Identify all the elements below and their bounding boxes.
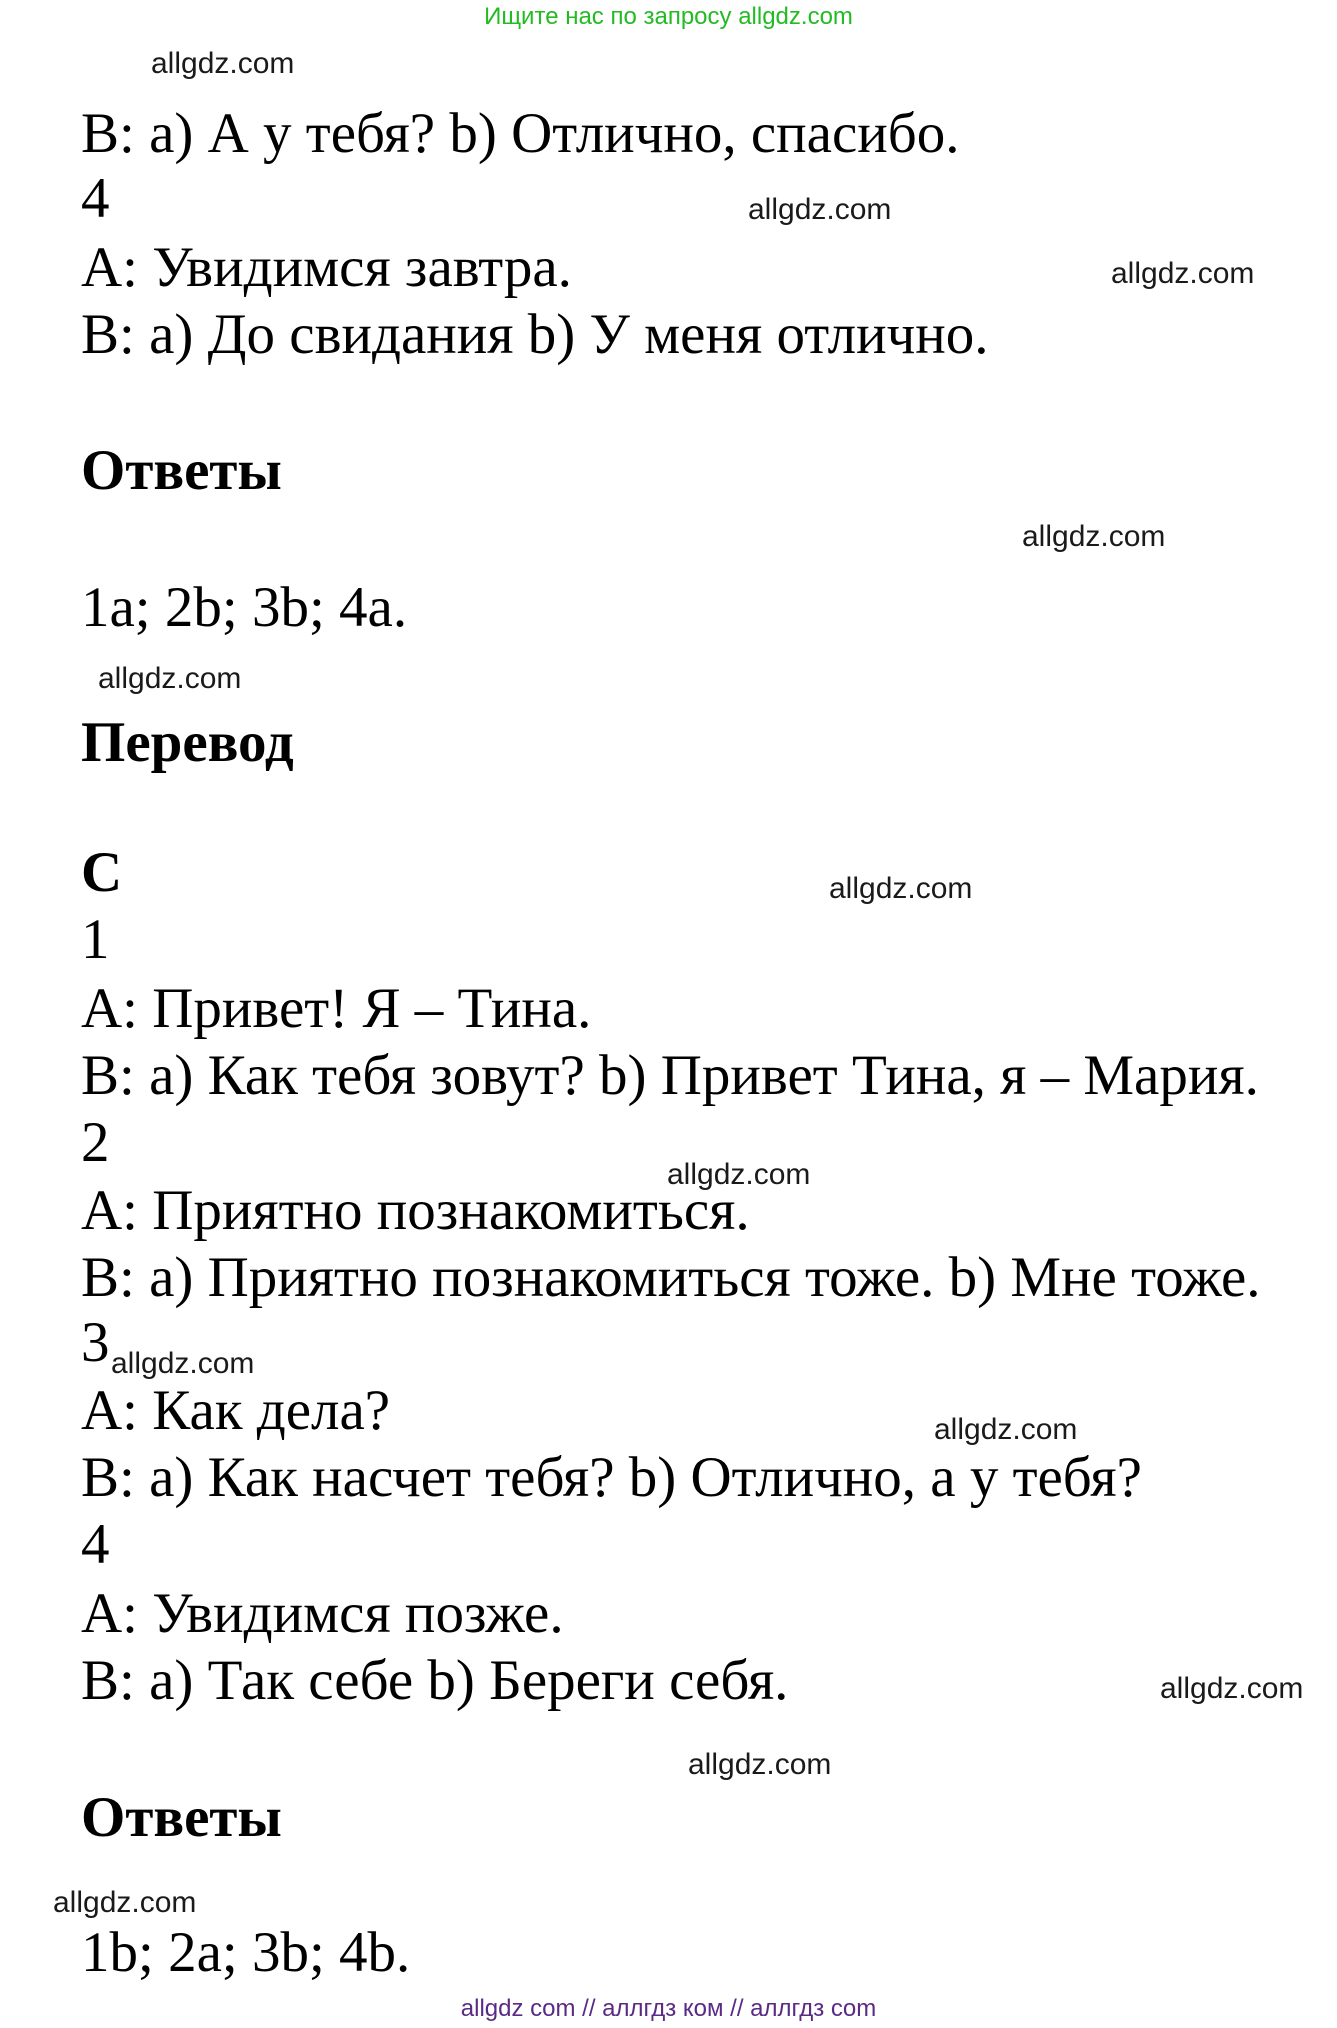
item-number-2: 2 — [81, 1111, 110, 1174]
dialogue-line-b4: B: a) До свидания b) У меня отлично. — [81, 303, 989, 366]
dialogue-line-b4: B: a) Так себе b) Береги себя. — [81, 1649, 789, 1712]
watermark: allgdz.com — [98, 662, 242, 695]
section-c-heading: C — [81, 841, 123, 904]
watermark: allgdz.com — [111, 1347, 255, 1380]
dialogue-line-b3: B: a) А у тебя? b) Отлично, спасибо. — [81, 102, 960, 165]
item-number-4: 4 — [81, 1513, 110, 1576]
watermark: allgdz.com — [53, 1886, 197, 1919]
item-number-4: 4 — [81, 167, 110, 230]
bottom-footer[interactable]: allgdz com // аллгдз ком // аллгдз com — [460, 1995, 877, 2022]
item-number-1: 1 — [81, 908, 110, 971]
dialogue-line-a4: A: Увидимся завтра. — [81, 236, 572, 299]
watermark: allgdz.com — [667, 1158, 811, 1191]
dialogue-line-a3: A: Как дела? — [81, 1379, 391, 1442]
watermark: allgdz.com — [688, 1748, 832, 1781]
dialogue-line-a2: A: Приятно познакомиться. — [81, 1179, 750, 1242]
watermark: allgdz.com — [829, 872, 973, 905]
translation-heading: Перевод — [81, 711, 294, 774]
answers-text: 1a; 2b; 3b; 4a. — [81, 576, 408, 639]
answers-heading: Ответы — [81, 1786, 282, 1849]
watermark: allgdz.com — [1111, 257, 1255, 290]
watermark: allgdz.com — [151, 47, 295, 80]
answers-heading: Ответы — [81, 439, 282, 502]
watermark: allgdz.com — [1160, 1672, 1304, 1705]
dialogue-line-b1: B: a) Как тебя зовут? b) Привет Тина, я – Мария. — [81, 1044, 1259, 1107]
answers-text: 1b; 2a; 3b; 4b. — [81, 1921, 411, 1984]
dialogue-line-a1: A: Привет! Я – Тина. — [81, 977, 592, 1040]
watermark: allgdz.com — [934, 1413, 1078, 1446]
item-number-3: 3 — [81, 1311, 110, 1374]
top-banner[interactable]: Ищите нас по запросу allgdz.com — [484, 3, 853, 30]
dialogue-line-b2: B: a) Приятно познакомиться тоже. b) Мне тоже. — [81, 1246, 1261, 1309]
watermark: allgdz.com — [748, 193, 892, 226]
watermark: allgdz.com — [1022, 520, 1166, 553]
dialogue-line-a4: A: Увидимся позже. — [81, 1582, 564, 1645]
dialogue-line-b3: B: a) Как насчет тебя? b) Отлично, а у тебя? — [81, 1446, 1142, 1509]
